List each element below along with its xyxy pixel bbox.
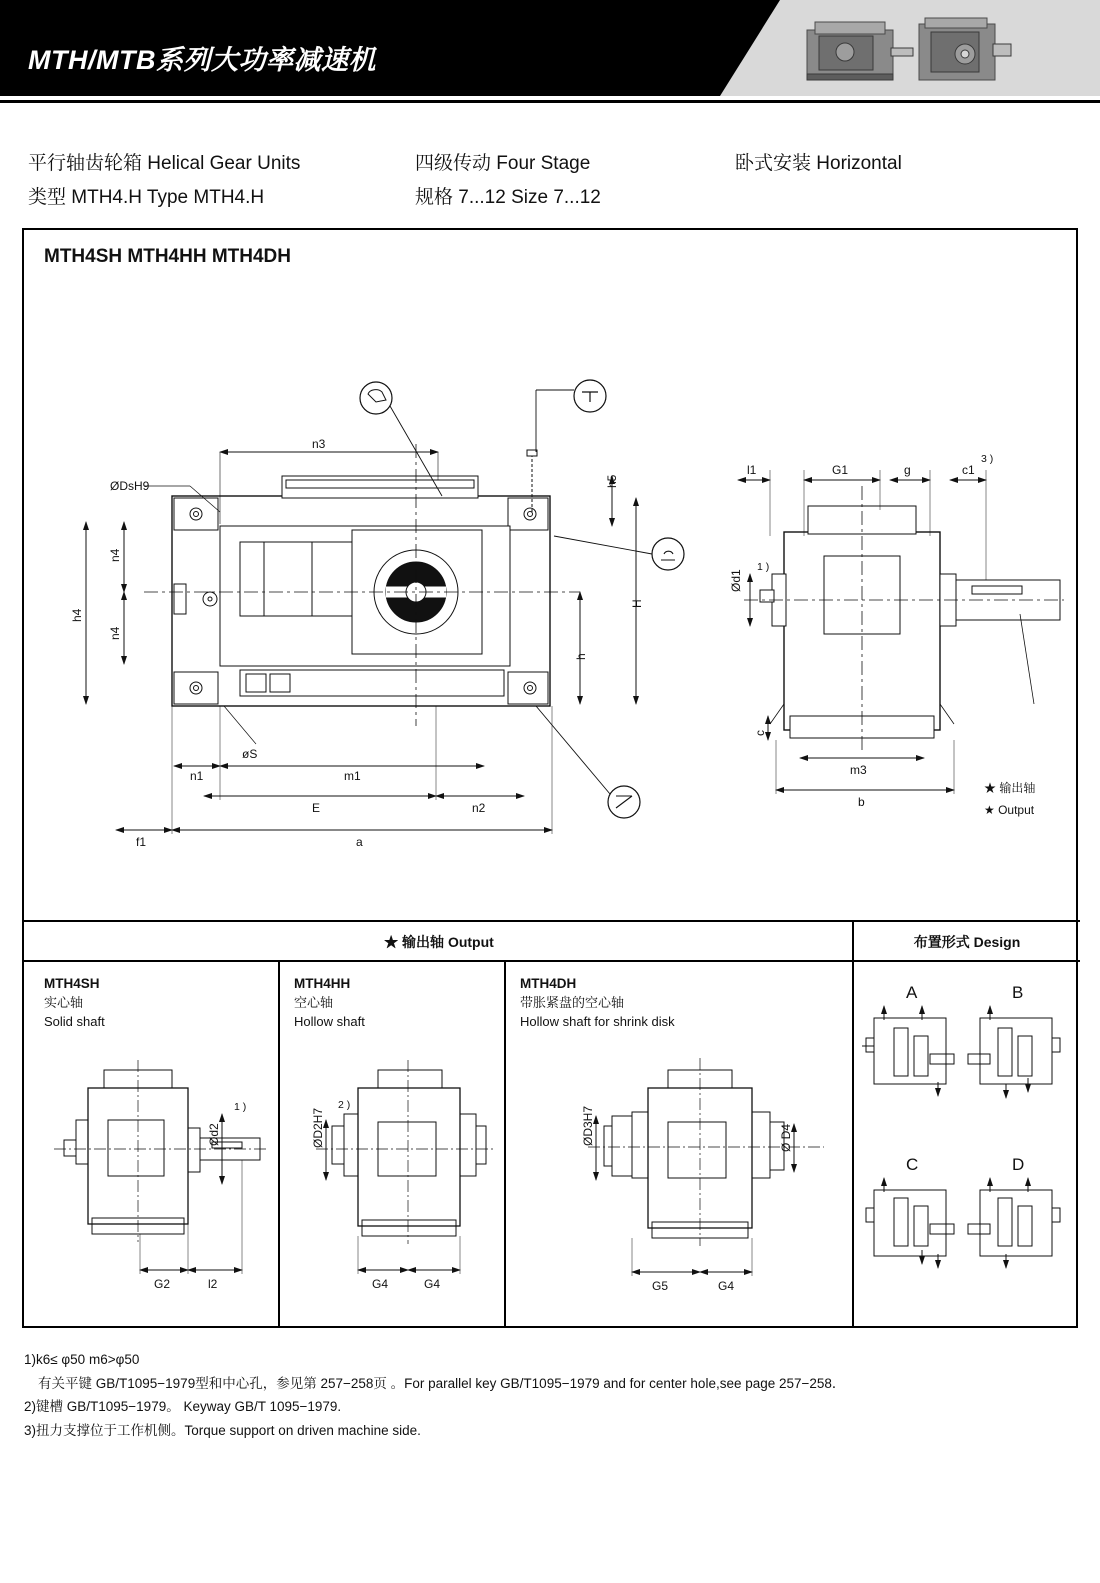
design-label-C: C [906,1155,919,1174]
model-list-label: MTH4SH MTH4HH MTH4DH [44,246,291,267]
design-D [968,1178,1060,1268]
dim-n4-lower: n4 [108,626,122,640]
note-ref-3: 3 ) [981,453,994,465]
variant-hollow-shaft [294,974,494,1032]
design-A [862,1006,954,1096]
output-marker-cn: ★ 输出轴 [984,781,1036,795]
dim-f1: f1 [136,835,147,849]
note-ref-1-sh: 1 ) [234,1101,247,1113]
variant-cn-hh: 空心轴 [294,994,334,1010]
design-label-D: D [1012,1155,1025,1174]
dim-n2: n2 [472,801,486,815]
design-C [866,1178,954,1268]
dim-m1: m1 [344,769,361,783]
dim-Od1: Ød1 [729,569,743,592]
dim-G1: G1 [832,463,849,477]
output-marker-en: ★ Output [984,803,1035,817]
main-drawing-area [24,274,1080,930]
variant-code-sh: MTH4SH [44,976,100,991]
spec-titles [0,130,1100,220]
dim-m3: m3 [850,763,867,777]
separator-variant-2 [504,960,506,1328]
variant-hh-drawing [286,1042,504,1312]
variant-solid-shaft [44,974,272,1032]
separator-design-col [852,920,854,1328]
dim-g: g [904,463,911,477]
design-label-A: A [906,983,918,1002]
dim-G5: G5 [652,1279,669,1293]
spec-type: 类型 MTH4.H Type MTH4.H [28,187,265,208]
note-ref-2-hh: 2 ) [338,1099,351,1111]
dim-h4: h4 [70,608,84,622]
spec-stage: 四级传动 Four Stage [415,153,591,174]
dim-G4-left: G4 [372,1277,389,1291]
footnote-1b: 有关平键 GB/T1095−1979型和中心孔，参见第 257−258页 。For parallel key GB/T1095−1979 and for center hole,see page 257−258． [38,1375,846,1391]
spec-size: 规格 7...12 Size 7...12 [415,187,601,208]
separator-captions [24,960,1080,962]
variant-code-dh: MTH4DH [520,976,577,991]
gearbox-photo-left [807,22,913,80]
footnote-1: 1)k6≤ φ50 m6>φ50 [24,1352,140,1367]
dim-a: a [356,835,363,849]
dim-l1: l1 [747,463,757,477]
dim-OD3H7: ØD3H7 [581,1105,595,1146]
dim-H: H [630,599,644,608]
variant-dh-drawing [512,1042,848,1312]
footnote-2: 2)键槽 GB/T1095−1979。 Keyway GB/T 1095−1979. [24,1399,342,1415]
dim-OD2H7: ØD2H7 [311,1107,325,1148]
dim-h: h [574,653,588,660]
spec-mounting: 卧式安装 Horizontal [735,153,902,174]
dim-oS: øS [242,747,258,761]
dim-Od2: Ød2 [207,1123,221,1146]
variant-en-sh: Solid shaft [44,1013,105,1029]
page-header [0,0,1100,108]
product-photos [805,14,1015,92]
design-label-B: B [1012,983,1024,1002]
dim-G4-right: G4 [424,1277,441,1291]
dim-b: b [858,795,865,809]
header-rule [0,100,1100,103]
note-ref-1-side: 1 ) [757,561,770,573]
variant-cn-dh: 带胀紧盘的空心轴 [520,994,625,1010]
dim-c1: c1 [962,463,975,477]
dim-l2: l2 [208,1277,218,1291]
dim-G2: G2 [154,1277,171,1291]
separator-top [24,920,1080,922]
dim-G4-dh: G4 [718,1279,735,1293]
dim-n1: n1 [190,769,204,783]
dim-n3: n3 [312,437,326,451]
drawing-frame [22,228,1078,1328]
dim-DsH9: ØDsH9 [110,479,150,493]
page-title: MTH/MTB系列大功率减速机 [28,45,376,75]
variant-en-hh: Hollow shaft [294,1013,365,1029]
dim-OD4: Ø D4 [779,1123,793,1152]
dim-E: E [312,801,321,815]
output-section-caption: ★ 输出轴 Output [384,934,494,950]
variant-sh-drawing [36,1042,276,1312]
design-section-caption: 布置形式 Design [913,934,1021,950]
design-arrangements [860,980,1072,1310]
spec-gear-units: 平行轴齿轮箱 Helical Gear Units [28,153,301,174]
separator-variant-1 [278,960,280,1328]
gearbox-photo-right [919,18,1011,80]
design-B [968,1006,1060,1098]
variant-code-hh: MTH4HH [294,976,351,991]
variant-en-dh: Hollow shaft for shrink disk [520,1013,675,1029]
footnotes [24,1348,1074,1443]
dim-n4-upper: n4 [108,548,122,562]
variant-shrink-disk [520,974,840,1032]
dim-c: c [753,730,767,736]
footnote-3: 3)扭力支撑位于工作机侧。Torque support on driven machine side. [24,1422,421,1438]
variant-cn-sh: 实心轴 [44,994,84,1010]
dim-h5: h5 [605,474,619,488]
